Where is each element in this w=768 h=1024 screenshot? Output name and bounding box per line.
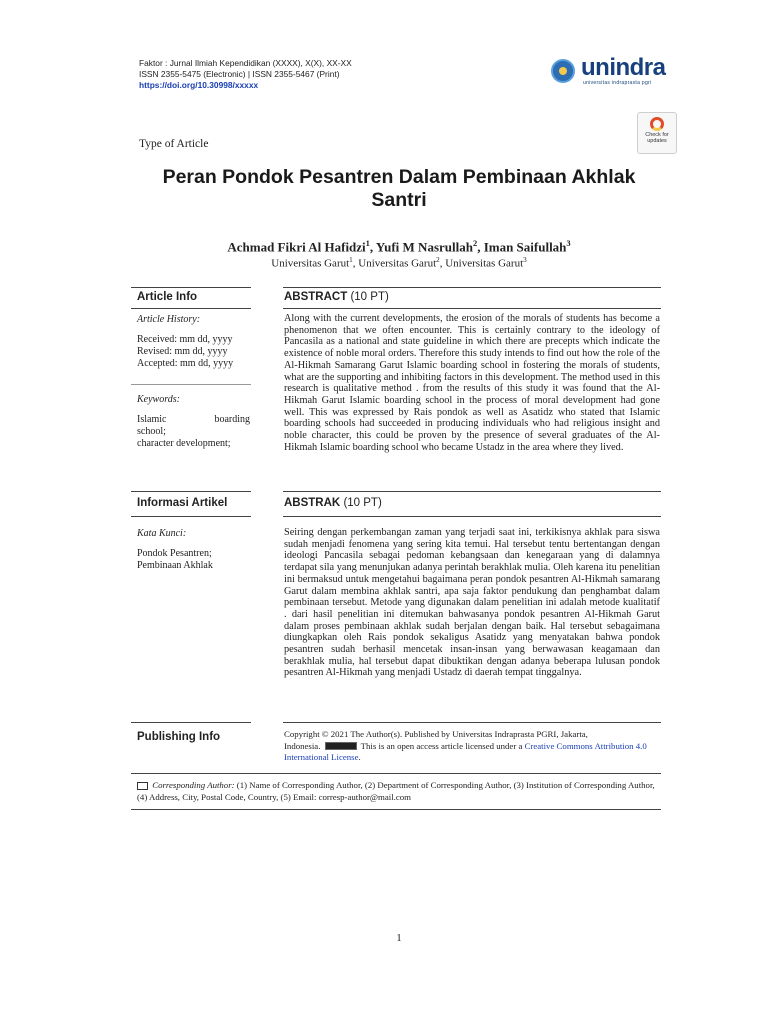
check-updates-icon [650,117,664,131]
rule-info-top [131,287,251,288]
keywords-label: Keywords: [137,394,180,405]
rule [283,491,661,492]
abstract-label: ABSTRACT (10 PT) [284,291,389,303]
author-name: Achmad Fikri Al Hafidzi [227,239,366,255]
rule-abstract-top [283,287,661,288]
rule-corresponding-bottom [131,809,661,810]
rule [283,722,661,723]
article-history-label: Article History: [137,314,201,325]
informasi-artikel-label: Informasi Artikel [137,497,228,509]
cc-by-icon [325,742,357,750]
affiliations-line: Universitas Garut$^1$, Universitas Garut$^2$, Universitas Garut$^3$ [271,256,527,270]
doi-link[interactable]: https://doi.org/10.30998/xxxxx [139,80,259,90]
envelope-icon [137,782,148,790]
accepted-date: Accepted: mm dd, yyyy [137,358,234,369]
keywords-line1: Islamic boarding [137,414,250,425]
check-line2: updates [647,138,667,144]
received-date: Received: mm dd, yyyy [137,334,233,345]
kata-kunci-line1: Pondok Pesantren; [137,548,212,559]
rule [283,308,661,309]
logo-name: unindra [581,54,666,81]
copyright-notice: Copyright © 2021 The Author(s). Published by Universitas Indraprasta PGRI, Jakarta, Indonesia. This is an open access article licensed under a Creative Commons Attribution 4.0 International License. [284,729,647,762]
journal-header [139,58,352,91]
rule [131,722,251,723]
keywords-line3: character development; [137,438,231,449]
journal-line: Faktor : Jurnal Ilmiah Kependidikan (XXXX), X(X), XX-XX [139,58,352,68]
revised-date: Revised: mm dd, yyyy [137,346,228,357]
rule [131,516,251,517]
page-number: 1 [396,932,402,944]
issn-line: ISSN 2355-5475 (Electronic) | ISSN 2355-5467 (Print) [139,69,340,79]
keywords-line2: school; [137,426,166,437]
publishing-info-label: Publishing Info [137,731,221,743]
rule [131,384,251,385]
abstrak-text: Seiring dengan perkembangan zaman yang terjadi saat ini, terkikisnya akhlak para siswa sudah menjadi fenomena yang sering kita temui. Hal tersebut tentu bertentangan dengan ideologi Pancasila sebagai pedoman kebangsaan dan kenegaraan yang di dalamnya terdapat sila yang menunjukan adanya perintah berakhlak mulia. Oleh karena itu penelitian ini bermaksud untuk mengetahui bagaimana peran pondok pesantren Al-Hikmah samarang Garut dalam membina akhlak santri, apa saja faktor pendukung dan penghambat dalam pembinaan tersebut. Metode yang digunakan dalam penelitian ini adalah metode kualitatif . dari hasil penelitian ini ditemukan bahwasanya pondok pesantren Al-Hikmah Garut dalam proses pembinaan akhlak sudah berjalan dengan baik. Hal tersebut sebagaimana diungkapkan oleh Rais pondok sekaligus Asatidz yang menyatakan bahwa pondok pesantren sudah berhasil mencetak insan-insan yang berwawasan keagamaan dan berakhlak mulia, hal tersebut dapat dibuktikan dengan adanya beberapa lulusan pondok pesantren Al-Hikmah yang menjadi Ustadz di daerah tempat tinggalnya. [284,527,660,679]
check-line1: Check for [645,132,669,138]
abstrak-label: ABSTRAK (10 PT) [284,497,382,509]
abstract-text: Along with the current developments, the erosion of the morals of students has become a phenomenon that we often encounter. This is certainly contrary to the ideology of Pancasila as a national and state guideline in which there are precepts which indicate the existence of noble moral orders. Therefore this study intends to find out how the role of the Al-Hikmah Samarang Garut Islamic boarding school in fostering the morals of students, what are the supporting and inhibiting factors in this development. The method used in this research is qualitative method . from the results of this study it was found that the Al-Hikmah Garut Islamic boarding school in the process of moral development had gone well. This was expressed by Rais pondok as well as Asatidz who stated that Islamic boarding schools had succeeded in producing individuals who had religious insight and noble character, this could be proven by the presence of several graduates of the Al-Hikmah Islamic boarding school who became Ustadz in the area where they lived. [284,313,660,453]
type-of-article: Type of Article [139,138,209,150]
check-for-updates-badge[interactable] [637,112,677,154]
rule [131,308,251,309]
author-name: Yufi M Nasrullah [375,239,473,255]
corresponding-author: Corresponding Author: (1) Name of Corresponding Author, (2) Department of Corresponding Author, (3) Institution of Corresponding Author, (4) Address, City, Postal Code, Country, (5) Email: corresp-author@mail.com [137,780,655,802]
rule [283,516,661,517]
article-title: Peran Pondok Pesantren Dalam Pembinaan Akhlak Santri [162,166,636,211]
logo-subtitle: universitas indraprasta pgri [583,80,652,86]
unindra-logo [551,56,681,88]
article-info-label: Article Info [137,291,198,303]
license-link[interactable]: Creative Commons Attribution 4.0 International License [284,740,647,762]
kata-kunci-line2: Pembinaan Akhlak [137,560,213,571]
author-name: Iman Saifullah [483,239,567,255]
authors-line: Achmad Fikri Al Hafidzi$^1$, Yufi M Nasrullah$^2$, Iman Saifullah$^3$ [227,238,571,255]
rule [131,491,251,492]
rule-corresponding-top [131,773,661,774]
kata-kunci-label: Kata Kunci: [137,528,187,539]
university-seal-icon [551,59,575,83]
